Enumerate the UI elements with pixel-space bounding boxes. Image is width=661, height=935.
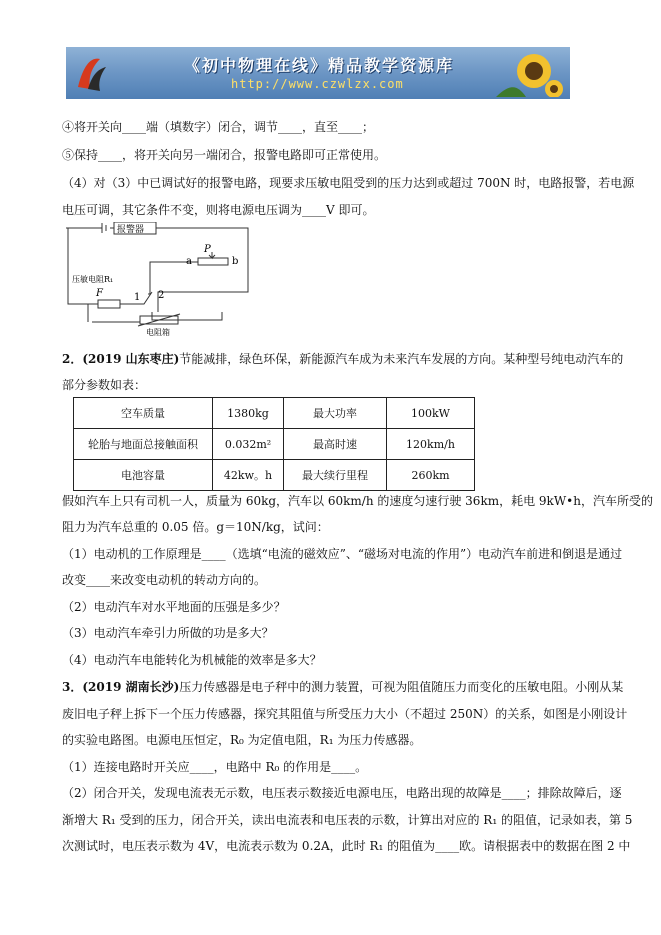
terminal-b-label: b [232, 256, 239, 267]
q2-number: 2． [62, 352, 83, 366]
force-f-label: F [96, 288, 103, 299]
q2-s2: （2）电动汽车对水平地面的压强是多少？ [62, 600, 286, 614]
table-row [74, 429, 475, 460]
table-cell: 最大续行里程 [284, 460, 387, 491]
resistor-box-label: 电阻箱 [146, 328, 170, 337]
switch-1-label: 1 [134, 292, 141, 303]
q3-intro-line2: 废旧电子秤上拆下一个压力传感器，探究其阻值与所受压力大小（不超过 250N）的关系，如图是小刚设计 [62, 707, 628, 721]
q3-source: (2019 湖南长沙) [82, 680, 180, 694]
q2-s4: （4）电动汽车电能转化为机械能的效率是多大？ [62, 653, 322, 667]
header-banner [66, 47, 570, 99]
vehicle-params-table [73, 397, 475, 491]
resistor-label: 压敏电阻R₁ [72, 275, 114, 284]
q2-intro-line1 [62, 350, 623, 367]
banner-url: http://www.czwlzx.com [231, 77, 404, 91]
q2-para-line1: 假如汽车上只有司机一人，质量为 60kg，汽车以 60km/h 的速度匀速行驶 36km，耗电 9kW•h，汽车所受的 [62, 494, 653, 508]
table-cell: 电池容量 [74, 460, 213, 491]
q2-intro-text: 节能减排，绿色环保，新能源汽车成为未来汽车发展的方向。某种型号纯电动汽车的 [179, 352, 624, 366]
q3-intro-line3: 的实验电路图。电源电压恒定，R₀ 为定值电阻，R₁ 为压力传感器。 [62, 733, 422, 747]
switch-2-label: 2 [158, 290, 165, 301]
q3-s2-line3: 次测试时，电压表示数为 4V，电流表示数为 0.2A，此时 R₁ 的阻值为____欧。请根据表中的数据在图 2 中 [62, 839, 631, 853]
table-cell: 100kW [387, 398, 475, 429]
table-cell: 1380kg [213, 398, 284, 429]
table-cell: 0.032m² [213, 429, 284, 460]
q3-intro-line1 [62, 678, 623, 695]
table-cell: 260km [387, 460, 475, 491]
q2-s1-line2: 改变____来改变电动机的转动方向的。 [62, 573, 267, 587]
logo-icon [74, 53, 108, 93]
terminal-a-label: a [186, 256, 192, 267]
q1-part4-line2: 电压可调，其它条件不变，则将电源电压调为____V 即可。 [62, 203, 375, 217]
q1-part4-line1: （4）对（3）中已调试好的报警电路，现要求压敏电阻受到的压力达到或超过 700N 时，电路报警，若电源 [62, 176, 635, 190]
table-cell: 120km/h [387, 429, 475, 460]
alarm-label: 报警器 [117, 225, 145, 235]
table-row [74, 398, 475, 429]
banner-title: 《初中物理在线》精品教学资源库 [184, 56, 455, 75]
table-cell: 最高时速 [284, 429, 387, 460]
q3-s2-line2: 渐增大 R₁ 受到的压力，闭合开关，读出电流表和电压表的示数，计算出对应的 R₁ 的阻值，记录如表，第 5 [62, 813, 633, 827]
q2-source: (2019 山东枣庄) [82, 352, 180, 366]
circuit-diagram [62, 222, 272, 342]
q2-para-line2: 阻力为汽车总重的 0.05 倍。g＝10N/kg，试问： [62, 520, 329, 534]
q1-step5: ⑤保持____，将开关向另一端闭合，报警电路即可正常使用。 [62, 148, 387, 162]
q3-s1: （1）连接电路时开关应____，电路中 R₀ 的作用是____。 [62, 760, 368, 774]
q3-number: 3． [62, 680, 83, 694]
q2-s3: （3）电动汽车牵引力所做的功是多大？ [62, 626, 274, 640]
q3-s2-line1: （2）闭合开关，发现电流表无示数，电压表示数接近电源电压，电路出现的故障是____；排除故障后，逐 [62, 786, 622, 800]
slider-p-label: P [204, 244, 211, 255]
table-row [74, 460, 475, 491]
table-cell: 最大功率 [284, 398, 387, 429]
table-cell: 42kw。h [213, 460, 284, 491]
table-cell: 轮胎与地面总接触面积 [74, 429, 213, 460]
sunflower-icon [496, 49, 566, 97]
q1-step4: ④将开关向____端（填数字）闭合，调节____，直至____； [62, 120, 375, 134]
q2-s1-line1: （1）电动机的工作原理是____（选填“电流的磁效应”、“磁场对电流的作用”）电动汽车前进和倒退是通过 [62, 547, 623, 561]
q3-intro-text: 压力传感器是电子秤中的测力装置，可视为阻值随压力而变化的压敏电阻。小刚从某 [179, 680, 624, 694]
table-cell: 空车质量 [74, 398, 213, 429]
q2-intro-line2: 部分参数如表： [62, 378, 147, 392]
